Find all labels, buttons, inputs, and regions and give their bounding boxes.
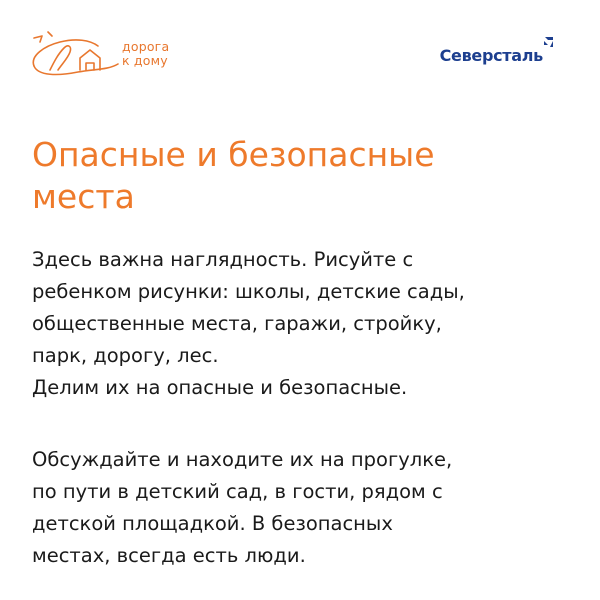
severstal-emblem-icon xyxy=(542,36,556,50)
doroga-k-domu-wordmark xyxy=(122,40,169,68)
page-title xyxy=(32,134,572,218)
title-line2: места xyxy=(32,177,135,216)
paragraph-1: Здесь важна наглядность. Рисуйте с ребенком рисунки: школы, детские сады, общественные места, гаражи, стройку, парк, дорогу, лес. Делим их на опасные и безопасные. xyxy=(32,248,465,399)
header xyxy=(0,0,600,100)
house-road-logo-icon xyxy=(28,26,124,82)
doroga-k-domu-logo xyxy=(28,24,228,84)
severstal-wordmark: Северсталь xyxy=(439,46,543,65)
brand-logo-line2: к дому xyxy=(122,53,168,68)
paragraph-2: Обсуждайте и находите их на прогулке, по пути в детский сад, в гости, рядом с детской площадкой. В безопасных местах, всегда есть люди. xyxy=(32,448,453,567)
title-line1: Опасные и безопасные xyxy=(32,135,435,174)
brand-logo-line1: дорога xyxy=(122,39,170,54)
severstal-logo xyxy=(440,36,556,68)
